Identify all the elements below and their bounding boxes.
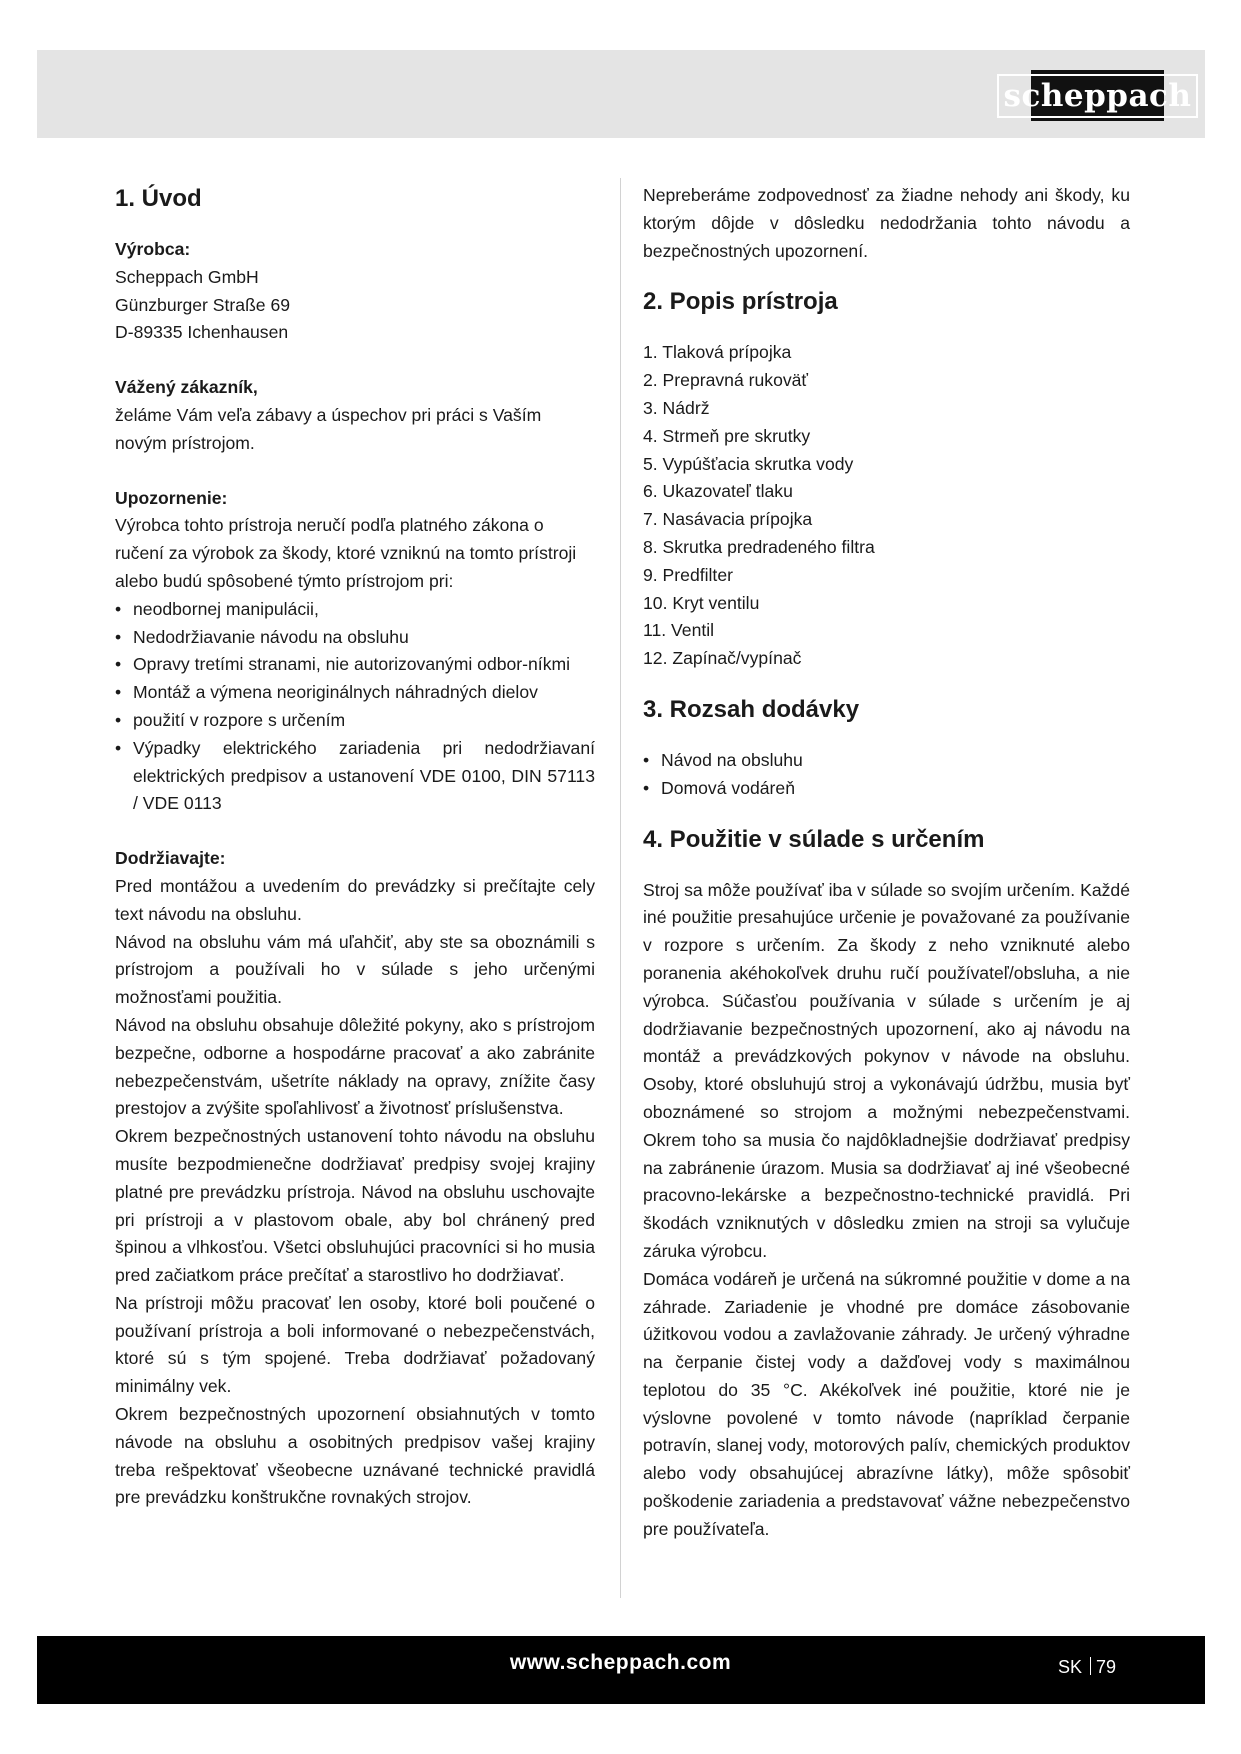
list-item: • Montáž a výmena neoriginálnych náhradných dielov bbox=[115, 679, 595, 707]
parts-list bbox=[643, 339, 1130, 673]
part-item: 5. Vypúšťacia skrutka vody bbox=[643, 453, 854, 474]
column-divider bbox=[620, 178, 621, 1598]
page-separator bbox=[1090, 1657, 1091, 1675]
manufacturer-label: Výrobca: bbox=[115, 239, 191, 259]
customer-label: Vážený zákazník, bbox=[115, 377, 258, 398]
list-item: • použití v rozpore s určením bbox=[115, 707, 595, 735]
part-item: 10. Kryt ventilu bbox=[643, 592, 760, 613]
list-item: • Opravy tretími stranami, nie autorizovanými odbor-níkmi bbox=[115, 651, 595, 679]
part-item: 4. Strmeň pre skrutky bbox=[643, 425, 811, 446]
manufacturer-line: Scheppach GmbH bbox=[115, 266, 259, 287]
notice-list bbox=[115, 596, 595, 818]
notice-label: Upozornenie: bbox=[115, 487, 228, 508]
manufacturer-line: D-89335 Ichenhausen bbox=[115, 322, 289, 343]
left-column bbox=[115, 182, 595, 1512]
page-number bbox=[1058, 1657, 1116, 1678]
manufacturer-line: Günzburger Straße 69 bbox=[115, 294, 291, 315]
notice-text: Výrobca tohto prístroja neručí podľa platného zákona o ručení za výrobok za škody, ktoré vzniknú na tomto prístroji alebo budú spôsobené týmto prístrojom pri: bbox=[115, 515, 577, 591]
delivery-list bbox=[643, 747, 1130, 803]
section-4-title: 4. Použitie v súlade s určením bbox=[643, 825, 985, 853]
part-item: 11. Ventil bbox=[643, 620, 715, 641]
observe-paragraph: Návod na obsluhu obsahuje dôležité pokyny, ako s prístrojom bezpečne, odborne a hospodárne pracovať a ako zabránite nebezpečenstvám, ušetríte náklady na opravy, znížite časy prestojov a zvýšite spoľahlivosť a životnosť príslušenstva. bbox=[115, 1014, 595, 1119]
list-item: • Výpadky elektrického zariadenia pri nedodržiavaní elektrických predpisov a ustanovení VDE 0100, DIN 57113 / VDE 0113 bbox=[115, 735, 595, 818]
list-item: • Domová vodáreň bbox=[643, 775, 1130, 803]
list-item: • Návod na obsluhu bbox=[643, 747, 1130, 775]
section-2-title: 2. Popis prístroja bbox=[643, 288, 838, 316]
part-item: 7. Nasávacia prípojka bbox=[643, 509, 813, 530]
part-item: 3. Nádrž bbox=[643, 397, 710, 418]
liability-text: Nepreberáme zodpovednosť za žiadne nehody ani škody, ku ktorým dôjde v dôsledku nedodržania tohto návodu a bezpečnostných upozornení. bbox=[643, 185, 1130, 261]
brand-name: scheppach bbox=[997, 74, 1199, 118]
use-paragraph: Domáca vodáreň je určená na súkromné použitie v dome a na záhrade. Zariadenie je vhodné pre domáce zásobovanie úžitkovou vodou a zavlažovanie záhrady. Je určený výhradne na čerpanie čistej vody a dažďovej vody s maximálnou teplotou do 35 °C. Akékoľvek iné použitie, ktoré nie je výslovne povolené v tomto návode (napríklad čerpanie potravín, slanej vody, motorových palív, chemických produktov alebo vody obsahujúcej abrazívne látky), môže spôsobiť poškodenie zariadenia a predstavovať vážne nebezpečenstvo pre používateľa. bbox=[643, 1268, 1130, 1539]
part-item: 2. Prepravná rukoväť bbox=[643, 370, 809, 391]
observe-paragraph: Okrem bezpečnostných ustanovení tohto návodu na obsluhu musíte bezpodmienečne dodržiavať predpisy svojej krajiny platné pre prevádzku prístroja. Návod na obsluhu uschovajte pri prístroji a v plastovom obale, aby bol chránený pred špinou a vlhkosťou. Všetci obsluhujúci pracovníci si ho musia pred začiatkom práce prečítať a starostlivo ho dodržiavať. bbox=[115, 1126, 595, 1286]
scheppach-logo bbox=[1003, 70, 1192, 121]
right-column bbox=[643, 182, 1130, 1544]
part-item: 9. Predfilter bbox=[643, 564, 733, 585]
list-item: • Nedodržiavanie návodu na obsluhu bbox=[115, 624, 595, 652]
page-number-value: 79 bbox=[1096, 1657, 1117, 1677]
use-paragraph: Stroj sa môže používať iba v súlade so svojím určením. Každé iné použitie presahujúce určenie je považované za používanie v rozpore s určením. Za škody z neho vzniknuté alebo poranenia akéhokoľvek druhu ručí používateľ/obsluha, a nie výrobca. Súčasťou používania v súlade s určením je aj dodržiavanie bezpečnostných upozornení, ako aj návodu na montáž a prevádzkových pokynov v návode na obsluhu. Osoby, ktoré obsluhujú stroj a vykonávajú údržbu, musia byť oboznámené so strojom a možnými nebezpečenstvami. Okrem toho sa musia čo najdôkladnejšie dodržiavať predpisy na zabránenie úrazom. Musia sa dodržiavať aj iné všeobecné pracovno-lekárske a bezpečnostno-technické pravidlá. Pri škodách vzniknutých v dôsledku zmien na stroji sa vylučuje záruka výrobcu. bbox=[643, 879, 1130, 1261]
observe-label: Dodržiavajte: bbox=[115, 848, 226, 869]
observe-paragraph: Na prístroji môžu pracovať len osoby, ktoré boli poučené o používaní prístroja a boli informované o nebezpečenstvách, ktoré sú s tým spojené. Treba dodržiavať požadovaný minimálny vek. bbox=[115, 1292, 595, 1397]
part-item: 8. Skrutka predradeného filtra bbox=[643, 536, 875, 557]
observe-paragraph: Okrem bezpečnostných upozornení obsiahnutých v tomto návode na obsluhu a osobitných predpisov vašej krajiny treba rešpektovať všeobecne uznávané technické pravidlá pre prevádzku konštrukčne rovnakých strojov. bbox=[115, 1404, 595, 1508]
part-item: 6. Ukazovateľ tlaku bbox=[643, 481, 793, 502]
customer-text: želáme Vám veľa zábavy a úspechov pri práci s Vaším novým prístrojom. bbox=[115, 404, 542, 453]
section-1-title: 1. Úvod bbox=[115, 185, 202, 212]
section-3-title: 3. Rozsah dodávky bbox=[643, 695, 860, 723]
list-item: • neodbornej manipulácii, bbox=[115, 596, 595, 624]
part-item: 1. Tlaková prípojka bbox=[643, 342, 792, 363]
observe-paragraph: Návod na obsluhu vám má uľahčiť, aby ste sa oboznámili s prístrojom a používali ho v súlade s jeho určenými možnosťami použitia. bbox=[115, 931, 595, 1008]
language-code: SK bbox=[1058, 1657, 1083, 1677]
footer-url[interactable]: www.scheppach.com bbox=[509, 1651, 732, 1674]
part-item: 12. Zapínač/vypínač bbox=[643, 648, 802, 669]
observe-paragraph: Pred montážou a uvedením do prevádzky si prečítajte cely text návodu na obsluhu. bbox=[115, 875, 595, 924]
